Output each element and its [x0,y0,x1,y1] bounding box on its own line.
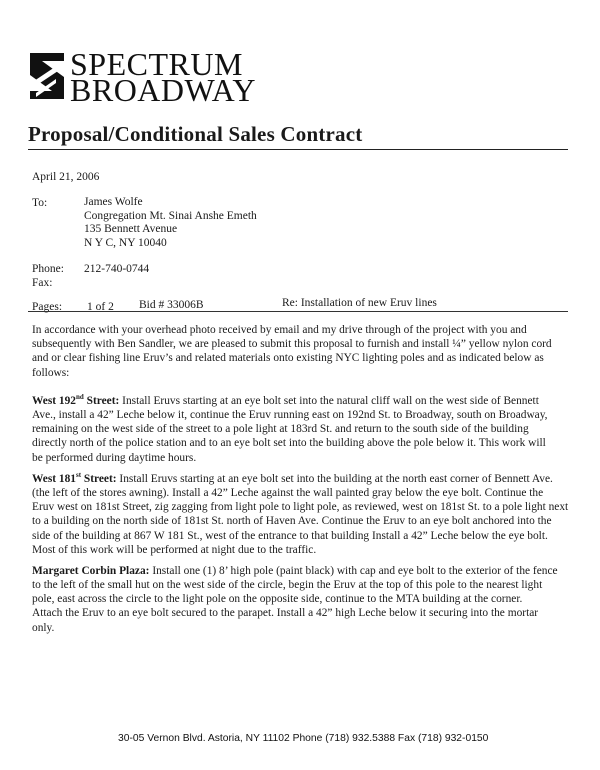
section-heading: West 192nd Street: [32,393,120,407]
section-heading: Margaret Corbin Plaza: [32,564,150,577]
section-line: Ave., install a 42” Leche below it, continue the Eruv running east on 192nd St. to Broadway, south on Broadway, [32,409,548,421]
intro-line: In accordance with your overhead photo received by email and my drive through of the project with you and [32,324,527,336]
recipient-organization: Congregation Mt. Sinai Anshe Emeth [84,209,257,222]
spectrum-s-mark-icon [28,51,66,101]
intro-line: and or clear fishing line Eruv’s and related materials onto existing NYC lighting poles and as indicated below as [32,352,544,365]
company-logo [28,45,278,108]
section-line: pole, east across the circle to the light pole on the opposite side, continue to the MTA building at the corner. [32,593,523,606]
company-address-footer: 30-05 Vernon Blvd. Astoria, NY 11102 Phone (718) 932.5388 Fax (718) 932-0150 [118,733,489,744]
fax-label: Fax: [32,277,53,289]
section-line: side of the building at 867 W 181 St., west of the entrance to that building Install a 42” Leche below the eye bolt. [32,529,548,542]
section-line: directly north of the police station and to an eye bolt set into the building above the pole below it. This work will [32,437,546,450]
pages-value: 1 of 2 [87,301,114,313]
document-title: Proposal/Conditional Sales Contract [28,122,363,146]
section-line: Attach the Eruv to an eye bolt secured to the parapet. Install a 42” high Leche below it securing into the mortar [32,607,539,620]
pages-label: Pages: [32,301,63,313]
intro-line: follows: [32,366,70,379]
section-line: only. [32,621,55,634]
logo-text-spectrum: SPECTRUM [70,46,243,82]
section-west-181 [32,468,572,557]
intro-line: subsequently with Ben Sandler, we are pleased to submit this proposal to furnish and install ¼” yellow nylon cord [32,338,552,351]
section-line: remaining on the west side of the street to a pole light at 183rd St. and return to the south side of the building [32,423,529,436]
section-west-192 [32,390,572,465]
logo-text-broadway: BROADWAY [70,72,256,108]
section-heading: West 181st Street: [32,471,117,485]
section-line: be performed during daytime hours. [32,451,197,464]
title-divider [28,149,568,150]
section-line: Eruv west on 181st Street, zig zagging from light pole to light pole, as reviewed, west on 181st St. to a pole light next [32,501,569,514]
section-line: (the left of the stores awning). Install a 42” Leche against the wall painted gray below the eye bolt. Continue the [32,487,544,499]
section-first-line: West 181st Street: Install Eruvs starting at an eye bolt set into the building at the north east corner of Bennett Ave. [32,471,553,485]
recipient-name: James Wolfe [84,196,143,208]
phone-label: Phone: [32,263,64,275]
recipient-street: 135 Bennett Avenue [84,223,178,236]
header-divider [28,311,568,312]
section-first-line: Margaret Corbin Plaza: Install one (1) 8’ high pole (paint black) with cap and eye bolt to the exterior of the fence [32,564,558,577]
section-margaret-corbin-plaza [32,560,572,635]
document-date: April 21, 2006 [32,171,100,183]
recipient-address [84,196,257,250]
to-label: To: [32,197,48,209]
section-line: to the left of the small hut on the west side of the circle, begin the Eruv at the top of this pole to the nearest light [32,579,543,591]
section-line: to a building on the north side of 181st St. north of Haven Ave. Continue the Eruv to an eye bolt anchored into the [32,515,552,528]
recipient-city: N Y C, NY 10040 [84,236,167,249]
phone-value: 212-740-0744 [84,263,150,275]
intro-paragraph [32,323,572,380]
bid-number: Bid # 33006B [139,299,204,311]
section-first-line: West 192nd Street: Install Eruvs starting at an eye bolt set into the natural cliff wall on the west side of Bennett [32,393,539,407]
section-line: Most of this work will be performed at night due to the traffic. [32,543,317,556]
subject-line: Re: Installation of new Eruv lines [282,297,437,309]
